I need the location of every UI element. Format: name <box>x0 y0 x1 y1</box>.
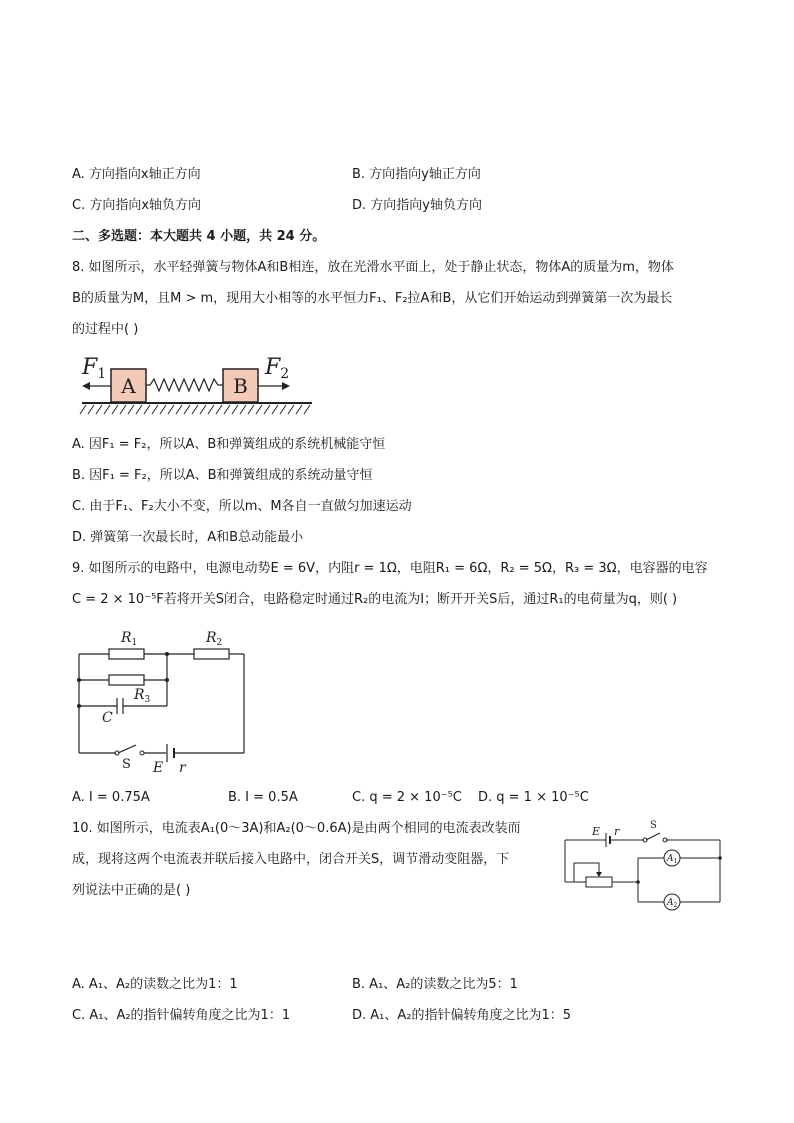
switch-label: S <box>650 820 657 831</box>
internal-resistance-label: r <box>614 825 620 838</box>
spring <box>146 379 223 391</box>
a1-subscript: 1 <box>673 858 678 865</box>
svg-text:R1 <box>120 630 137 648</box>
r3-label: R <box>134 687 145 703</box>
switch-label: S <box>122 757 131 772</box>
svg-text:F1 <box>81 355 106 382</box>
force-left-label: F <box>82 355 98 380</box>
r3-subscript: 3 <box>144 695 151 705</box>
q9-stem-line1: 9. 如图所示的电路中，电源电动势E = 6V，内阻r = 1Ω，电阻R₁ = 6Ω，R₂ = 5Ω，R₃ = 3Ω，电容器的电容 <box>72 561 708 576</box>
q8-option-a: A. 因F₁ = F₂，所以A、B和弹簧组成的系统机械能守恒 <box>72 437 386 452</box>
q7-option-c: C. 方向指向x轴负方向 <box>72 198 202 213</box>
emf-label: E <box>592 825 601 838</box>
a2-label: A <box>667 898 674 908</box>
q10-stem-line1: 10. 如图所示，电流表A₁(0～3A)和A₂(0～0.6A)是由两个相同的电流表改装而 <box>72 821 521 836</box>
q10-option-d: D. A₁、A₂的指针偏转角度之比为1：5 <box>352 1008 572 1023</box>
block-b-label: B <box>233 374 248 398</box>
r1-subscript: 1 <box>131 638 138 648</box>
q10-stem-line2: 成，现将这两个电流表并联后接入电路中，闭合开关S，调节滑动变阻器，下 <box>72 852 510 867</box>
resistor-r3 <box>109 675 144 685</box>
q9-stem-line2: C = 2 × 10⁻⁵F若将开关S闭合，电路稳定时通过R₂的电流为I；断开开关S后，通过R₁的电荷量为q，则( ) <box>72 592 678 607</box>
switch-lever <box>646 833 660 840</box>
q10-stem-line3: 列说法中正确的是( ) <box>72 883 191 898</box>
q7-option-a: A. 方向指向x轴正方向 <box>72 167 201 182</box>
emf-label: E <box>153 760 164 776</box>
internal-resistance-label: r <box>179 760 186 776</box>
q8-option-c: C. 由于F₁、F₂大小不变，所以m、M各自一直做匀加速运动 <box>72 499 412 514</box>
q8-option-b: B. 因F₁ = F₂，所以A、B和弹簧组成的系统动量守恒 <box>72 468 373 483</box>
q9-option-d: D. q = 1 × 10⁻⁵C <box>478 790 589 805</box>
q8-spring-blocks-figure <box>78 352 318 422</box>
q8-stem-line3: 的过程中( ) <box>72 322 139 337</box>
force-left-subscript: 1 <box>97 366 107 382</box>
a2-subscript: 2 <box>673 902 678 909</box>
q8-stem-line2: B的质量为M，且M > m，现用大小相等的水平恒力F₁、F₂拉A和B，从它们开始运动到弹簧第一次为最长 <box>72 291 673 306</box>
q10-option-a: A. A₁、A₂的读数之比为1：1 <box>72 977 238 992</box>
r2-label: R <box>206 630 217 646</box>
capacitor-label: C <box>102 710 113 726</box>
block-a-label: A <box>121 374 136 398</box>
a1-label: A <box>667 854 674 864</box>
section2-heading: 二、多选题：本大题共 4 小题，共 24 分。 <box>72 229 326 244</box>
switch-lever <box>118 745 136 753</box>
q10-option-c: C. A₁、A₂的指针偏转角度之比为1：1 <box>72 1008 291 1023</box>
q9-option-a: A. I = 0.75A <box>72 790 150 805</box>
q8-stem-line1: 8. 如图所示，水平轻弹簧与物体A和B相连，放在光滑水平面上，处于静止状态，物体A的质量为m，物体 <box>72 260 674 275</box>
q9-circuit-figure <box>74 626 254 776</box>
r2-subscript: 2 <box>216 638 223 648</box>
q7-option-b: B. 方向指向y轴正方向 <box>352 167 481 182</box>
resistor-r2 <box>194 649 229 659</box>
rheostat <box>586 877 612 887</box>
svg-text:R2 <box>205 630 222 648</box>
force-right-subscript: 2 <box>280 366 290 382</box>
svg-text:F2 <box>264 355 289 382</box>
q10-circuit-figure <box>560 820 726 916</box>
q9-option-b: B. I = 0.5A <box>228 790 298 805</box>
q7-option-d: D. 方向指向y轴负方向 <box>352 198 482 213</box>
r1-label: R <box>121 630 132 646</box>
resistor-r1 <box>109 649 144 659</box>
q8-option-d: D. 弹簧第一次最长时，A和B总动能最小 <box>72 530 304 545</box>
svg-text:R3 <box>133 687 151 705</box>
q10-option-b: B. A₁、A₂的读数之比为5：1 <box>352 977 518 992</box>
force-right-label: F <box>265 355 281 380</box>
q9-option-c: C. q = 2 × 10⁻⁵C <box>352 790 462 805</box>
